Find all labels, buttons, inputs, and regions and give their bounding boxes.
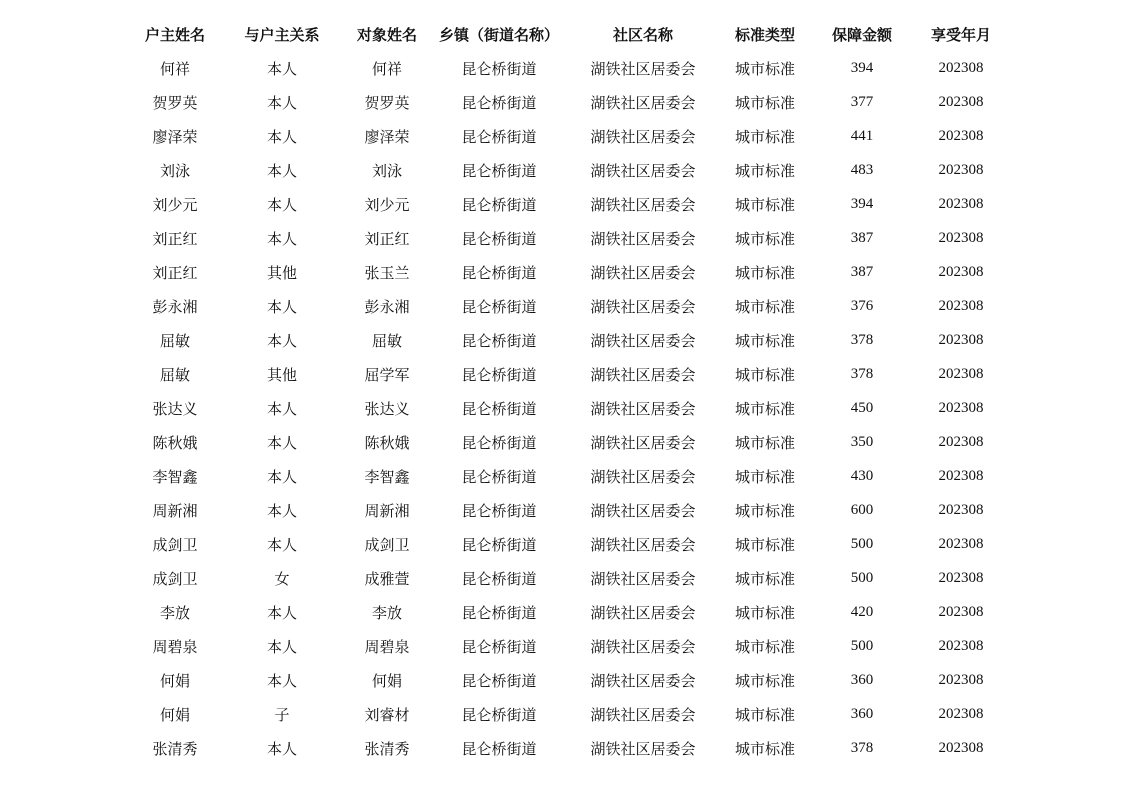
cell-township-street: 昆仑桥街道	[461, 195, 537, 214]
cell-relation-to-head: 本人	[266, 739, 297, 758]
cell-community-name: 湖铁社区居委会	[590, 603, 696, 622]
cell-township-street: 昆仑桥街道	[461, 569, 537, 588]
table-row	[125, 357, 1005, 391]
cell-household-head-name: 成剑卫	[152, 535, 198, 554]
cell-township-street: 昆仑桥街道	[461, 603, 537, 622]
cell-relation-to-head: 本人	[266, 433, 297, 452]
cell-household-head-name: 张清秀	[152, 739, 198, 758]
cell-standard-type: 城市标准	[734, 297, 795, 316]
cell-allowance-amount: 387	[850, 263, 874, 280]
cell-community-name: 湖铁社区居委会	[590, 263, 696, 282]
cell-household-head-name: 廖泽荣	[152, 127, 198, 146]
cell-relation-to-head: 本人	[266, 637, 297, 656]
cell-benefit-month: 202308	[938, 399, 984, 416]
cell-community-name: 湖铁社区居委会	[590, 433, 696, 452]
cell-township-street: 昆仑桥街道	[461, 671, 537, 690]
cell-household-head-name: 刘泳	[159, 161, 190, 180]
cell-benefit-month: 202308	[938, 59, 984, 76]
cell-community-name: 湖铁社区居委会	[590, 399, 696, 418]
cell-benefit-month: 202308	[938, 93, 984, 110]
cell-allowance-amount: 360	[850, 705, 874, 722]
table-body	[125, 51, 1005, 765]
cell-community-name: 湖铁社区居委会	[590, 161, 696, 180]
column-header-relation-to-head: 与户主关系	[244, 25, 320, 44]
table-header	[125, 17, 1005, 51]
cell-township-street: 昆仑桥街道	[461, 501, 537, 520]
cell-community-name: 湖铁社区居委会	[590, 195, 696, 214]
cell-standard-type: 城市标准	[734, 127, 795, 146]
cell-allowance-amount: 378	[850, 365, 874, 382]
cell-recipient-name: 何娟	[371, 671, 402, 690]
cell-township-street: 昆仑桥街道	[461, 161, 537, 180]
cell-community-name: 湖铁社区居委会	[590, 229, 696, 248]
cell-allowance-amount: 450	[850, 399, 874, 416]
cell-relation-to-head: 本人	[266, 671, 297, 690]
cell-benefit-month: 202308	[938, 467, 984, 484]
table-row	[125, 629, 1005, 663]
cell-community-name: 湖铁社区居委会	[590, 705, 696, 724]
cell-allowance-amount: 600	[850, 501, 874, 518]
cell-household-head-name: 何娟	[159, 705, 190, 724]
cell-allowance-amount: 420	[850, 603, 874, 620]
table-row	[125, 85, 1005, 119]
cell-recipient-name: 成剑卫	[364, 535, 410, 554]
cell-relation-to-head: 本人	[266, 59, 297, 78]
cell-allowance-amount: 376	[850, 297, 874, 314]
cell-community-name: 湖铁社区居委会	[590, 127, 696, 146]
cell-recipient-name: 刘正红	[364, 229, 410, 248]
table-row	[125, 51, 1005, 85]
cell-benefit-month: 202308	[938, 161, 984, 178]
cell-township-street: 昆仑桥街道	[461, 467, 537, 486]
cell-benefit-month: 202308	[938, 671, 984, 688]
cell-standard-type: 城市标准	[734, 671, 795, 690]
cell-township-street: 昆仑桥街道	[461, 535, 537, 554]
cell-standard-type: 城市标准	[734, 161, 795, 180]
cell-standard-type: 城市标准	[734, 467, 795, 486]
cell-allowance-amount: 394	[850, 59, 874, 76]
cell-standard-type: 城市标准	[734, 603, 795, 622]
cell-relation-to-head: 其他	[266, 365, 297, 384]
cell-community-name: 湖铁社区居委会	[590, 467, 696, 486]
cell-community-name: 湖铁社区居委会	[590, 671, 696, 690]
cell-allowance-amount: 441	[850, 127, 874, 144]
cell-household-head-name: 周新湘	[152, 501, 198, 520]
cell-relation-to-head: 本人	[266, 501, 297, 520]
cell-benefit-month: 202308	[938, 705, 984, 722]
cell-township-street: 昆仑桥街道	[461, 739, 537, 758]
cell-benefit-month: 202308	[938, 365, 984, 382]
cell-relation-to-head: 本人	[266, 467, 297, 486]
cell-allowance-amount: 483	[850, 161, 874, 178]
cell-recipient-name: 彭永湘	[364, 297, 410, 316]
cell-recipient-name: 刘少元	[364, 195, 410, 214]
cell-household-head-name: 刘正红	[152, 229, 198, 248]
cell-benefit-month: 202308	[938, 127, 984, 144]
cell-household-head-name: 屈敏	[159, 365, 190, 384]
column-header-community-name: 社区名称	[612, 25, 673, 44]
cell-recipient-name: 李智鑫	[364, 467, 410, 486]
cell-allowance-amount: 394	[850, 195, 874, 212]
cell-township-street: 昆仑桥街道	[461, 229, 537, 248]
cell-relation-to-head: 其他	[266, 263, 297, 282]
cell-benefit-month: 202308	[938, 603, 984, 620]
cell-standard-type: 城市标准	[734, 229, 795, 248]
cell-allowance-amount: 378	[850, 739, 874, 756]
cell-township-street: 昆仑桥街道	[461, 365, 537, 384]
cell-benefit-month: 202308	[938, 569, 984, 586]
cell-standard-type: 城市标准	[734, 93, 795, 112]
cell-community-name: 湖铁社区居委会	[590, 535, 696, 554]
cell-benefit-month: 202308	[938, 637, 984, 654]
cell-community-name: 湖铁社区居委会	[590, 331, 696, 350]
cell-relation-to-head: 本人	[266, 603, 297, 622]
cell-recipient-name: 成雅萱	[364, 569, 410, 588]
cell-township-street: 昆仑桥街道	[461, 331, 537, 350]
cell-benefit-month: 202308	[938, 195, 984, 212]
cell-community-name: 湖铁社区居委会	[590, 365, 696, 384]
cell-recipient-name: 陈秋娥	[364, 433, 410, 452]
cell-community-name: 湖铁社区居委会	[590, 59, 696, 78]
cell-standard-type: 城市标准	[734, 59, 795, 78]
cell-benefit-month: 202308	[938, 433, 984, 450]
cell-allowance-amount: 430	[850, 467, 874, 484]
table-row	[125, 221, 1005, 255]
cell-recipient-name: 贺罗英	[364, 93, 410, 112]
cell-standard-type: 城市标准	[734, 501, 795, 520]
cell-recipient-name: 廖泽荣	[364, 127, 410, 146]
cell-benefit-month: 202308	[938, 331, 984, 348]
cell-standard-type: 城市标准	[734, 705, 795, 724]
table-row	[125, 391, 1005, 425]
cell-standard-type: 城市标准	[734, 637, 795, 656]
table-row	[125, 663, 1005, 697]
column-header-standard-type: 标准类型	[734, 25, 795, 44]
cell-township-street: 昆仑桥街道	[461, 93, 537, 112]
cell-benefit-month: 202308	[938, 263, 984, 280]
table-row	[125, 595, 1005, 629]
cell-community-name: 湖铁社区居委会	[590, 501, 696, 520]
cell-standard-type: 城市标准	[734, 739, 795, 758]
allowance-table	[125, 17, 1005, 765]
column-header-township-street: 乡镇（街道名称）	[438, 25, 559, 44]
cell-community-name: 湖铁社区居委会	[590, 739, 696, 758]
cell-recipient-name: 张玉兰	[364, 263, 410, 282]
cell-standard-type: 城市标准	[734, 365, 795, 384]
cell-relation-to-head: 本人	[266, 297, 297, 316]
cell-community-name: 湖铁社区居委会	[590, 297, 696, 316]
cell-household-head-name: 陈秋娥	[152, 433, 198, 452]
cell-standard-type: 城市标准	[734, 263, 795, 282]
table-row	[125, 187, 1005, 221]
cell-relation-to-head: 本人	[266, 229, 297, 248]
cell-benefit-month: 202308	[938, 739, 984, 756]
column-header-allowance-amount: 保障金额	[831, 25, 892, 44]
cell-allowance-amount: 377	[850, 93, 874, 110]
cell-household-head-name: 刘少元	[152, 195, 198, 214]
cell-standard-type: 城市标准	[734, 569, 795, 588]
cell-relation-to-head: 女	[274, 569, 290, 588]
cell-allowance-amount: 500	[850, 535, 874, 552]
cell-benefit-month: 202308	[938, 535, 984, 552]
cell-relation-to-head: 本人	[266, 93, 297, 112]
cell-household-head-name: 屈敏	[159, 331, 190, 350]
cell-standard-type: 城市标准	[734, 195, 795, 214]
cell-household-head-name: 何祥	[159, 59, 190, 78]
cell-recipient-name: 张达义	[364, 399, 410, 418]
cell-township-street: 昆仑桥街道	[461, 263, 537, 282]
cell-household-head-name: 贺罗英	[152, 93, 198, 112]
cell-community-name: 湖铁社区居委会	[590, 93, 696, 112]
cell-household-head-name: 成剑卫	[152, 569, 198, 588]
cell-standard-type: 城市标准	[734, 535, 795, 554]
table-row	[125, 561, 1005, 595]
cell-household-head-name: 何娟	[159, 671, 190, 690]
cell-allowance-amount: 500	[850, 637, 874, 654]
cell-standard-type: 城市标准	[734, 331, 795, 350]
cell-standard-type: 城市标准	[734, 399, 795, 418]
cell-recipient-name: 周碧泉	[364, 637, 410, 656]
cell-allowance-amount: 387	[850, 229, 874, 246]
cell-benefit-month: 202308	[938, 229, 984, 246]
header-row	[125, 17, 1005, 51]
table-row	[125, 731, 1005, 765]
table-row	[125, 289, 1005, 323]
cell-relation-to-head: 本人	[266, 399, 297, 418]
cell-benefit-month: 202308	[938, 501, 984, 518]
cell-relation-to-head: 子	[274, 705, 290, 724]
cell-relation-to-head: 本人	[266, 195, 297, 214]
cell-recipient-name: 屈学军	[364, 365, 410, 384]
cell-recipient-name: 张清秀	[364, 739, 410, 758]
cell-community-name: 湖铁社区居委会	[590, 637, 696, 656]
cell-recipient-name: 刘泳	[371, 161, 402, 180]
table-row	[125, 153, 1005, 187]
cell-relation-to-head: 本人	[266, 331, 297, 350]
cell-allowance-amount: 360	[850, 671, 874, 688]
table-row	[125, 425, 1005, 459]
table-row	[125, 119, 1005, 153]
table-row	[125, 323, 1005, 357]
cell-township-street: 昆仑桥街道	[461, 399, 537, 418]
table-row	[125, 255, 1005, 289]
cell-township-street: 昆仑桥街道	[461, 297, 537, 316]
cell-standard-type: 城市标准	[734, 433, 795, 452]
cell-recipient-name: 刘睿材	[364, 705, 410, 724]
cell-relation-to-head: 本人	[266, 535, 297, 554]
cell-recipient-name: 屈敏	[371, 331, 402, 350]
cell-relation-to-head: 本人	[266, 127, 297, 146]
cell-household-head-name: 彭永湘	[152, 297, 198, 316]
column-header-benefit-month: 享受年月	[930, 25, 991, 44]
table-row	[125, 493, 1005, 527]
cell-community-name: 湖铁社区居委会	[590, 569, 696, 588]
cell-household-head-name: 刘正红	[152, 263, 198, 282]
cell-recipient-name: 何祥	[371, 59, 402, 78]
cell-township-street: 昆仑桥街道	[461, 59, 537, 78]
cell-township-street: 昆仑桥街道	[461, 705, 537, 724]
table-row	[125, 697, 1005, 731]
table-row	[125, 459, 1005, 493]
document-sheet	[125, 17, 1005, 765]
cell-recipient-name: 周新湘	[364, 501, 410, 520]
column-header-household-head-name: 户主姓名	[144, 25, 205, 44]
cell-township-street: 昆仑桥街道	[461, 433, 537, 452]
cell-household-head-name: 李智鑫	[152, 467, 198, 486]
cell-recipient-name: 李放	[371, 603, 402, 622]
column-header-recipient-name: 对象姓名	[356, 25, 417, 44]
cell-allowance-amount: 350	[850, 433, 874, 450]
cell-allowance-amount: 500	[850, 569, 874, 586]
cell-household-head-name: 李放	[159, 603, 190, 622]
cell-household-head-name: 周碧泉	[152, 637, 198, 656]
cell-township-street: 昆仑桥街道	[461, 127, 537, 146]
cell-allowance-amount: 378	[850, 331, 874, 348]
cell-relation-to-head: 本人	[266, 161, 297, 180]
table-row	[125, 527, 1005, 561]
cell-household-head-name: 张达义	[152, 399, 198, 418]
cell-benefit-month: 202308	[938, 297, 984, 314]
cell-township-street: 昆仑桥街道	[461, 637, 537, 656]
